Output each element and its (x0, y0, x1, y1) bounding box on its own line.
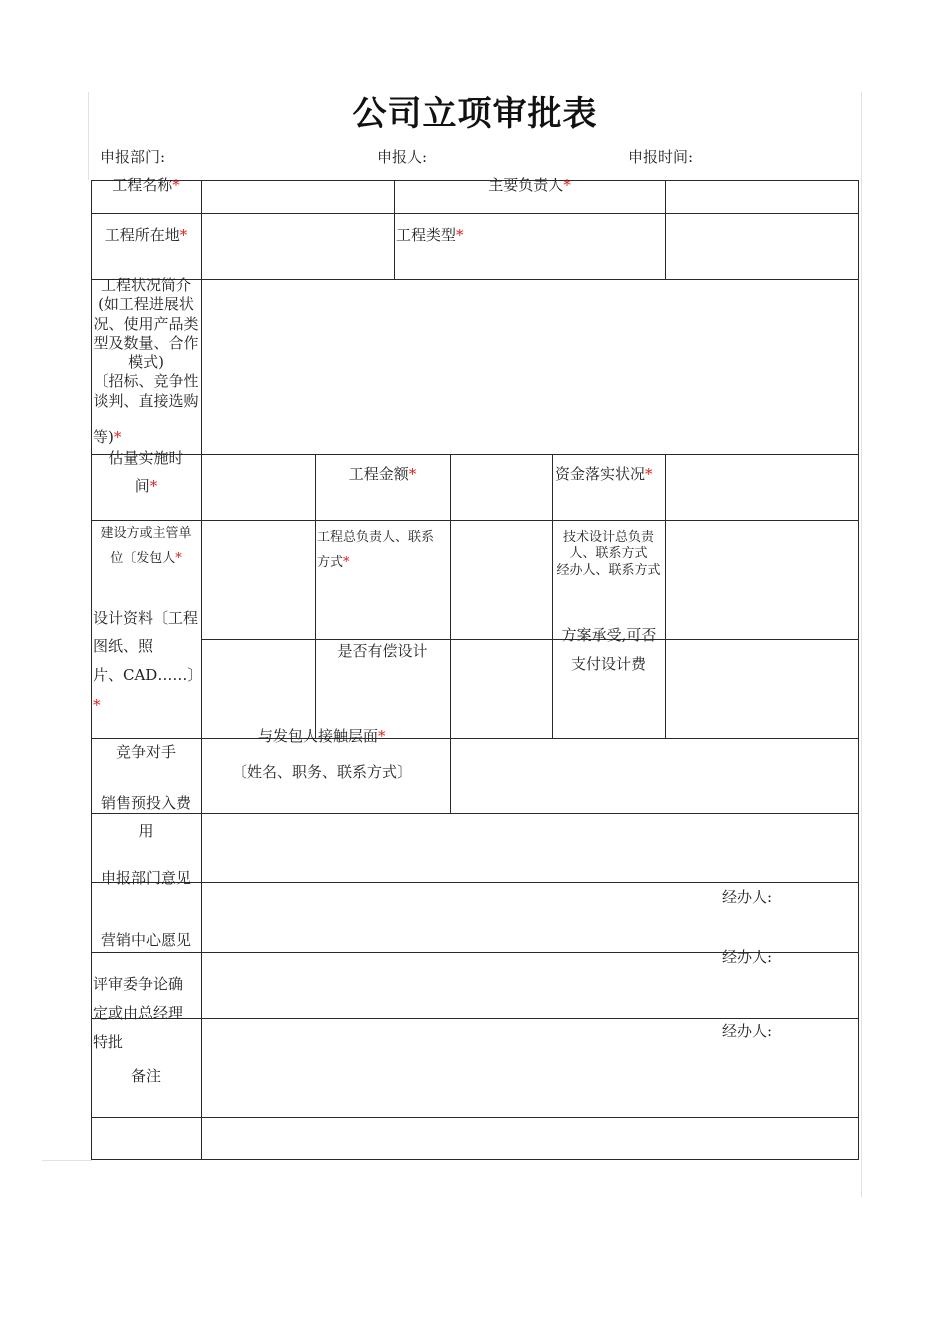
design-docs-label-line: 设计资料〔工程 (93, 609, 199, 627)
contact-level-label: 与发包人接触层面* (258, 727, 386, 745)
grid-line (665, 180, 666, 279)
est-time-label-line: 估量实施时 (108, 449, 184, 467)
intro-label-line: 谈判、直接选购 (93, 392, 199, 410)
required-mark: * (172, 176, 180, 194)
review-label-line: 评审委争论确 (93, 975, 184, 993)
grid-line (91, 454, 859, 455)
sales-budget-label-line: 用 (138, 822, 154, 840)
required-mark: * (179, 226, 188, 244)
grid-line (91, 279, 859, 280)
main-person-label: 主要负责人* (488, 176, 571, 194)
contact-detail-label: 〔姓名、职务、联系方式〕 (232, 763, 413, 781)
grid-line (91, 1159, 859, 1160)
tech-lead-label-line: 人、联系方式 (569, 546, 648, 561)
grid-line (450, 738, 451, 813)
required-mark: * (408, 465, 417, 483)
design-docs-label-line: 片、CAD……〕 (93, 666, 203, 684)
pay-design-fee-label: 支付设计费 (570, 655, 646, 673)
page-edge-right (861, 92, 862, 1197)
marketing-opinion-label: 营销中心愿见 (100, 931, 191, 949)
project-lead-label-line: 工程总负责人、联系 (317, 530, 435, 545)
grid-line (91, 520, 859, 521)
project-amount-label: 工程金额* (348, 465, 417, 483)
competitor-label: 竞争对手 (115, 743, 176, 761)
handler-label: 经办人: (722, 888, 773, 906)
remarks-label: 备注 (130, 1067, 161, 1085)
grid-line (315, 454, 316, 738)
funding-status-label: 资金落实状况* (555, 465, 653, 483)
required-mark: * (456, 226, 464, 244)
dept-opinion-label: 申报部门意见 (100, 869, 191, 887)
handler-contact-label: 经办人、联系方式 (556, 563, 661, 578)
page-edge-bottom (42, 1160, 92, 1161)
review-label-line: 定或由总经理 (93, 1004, 184, 1022)
design-docs-label-line: 图纸、照 (93, 637, 154, 655)
intro-label-line: 况、使用产品类 (93, 315, 199, 333)
intro-label-line: 模式) (128, 353, 164, 371)
grid-line (201, 639, 859, 640)
intro-label-line: 型及数量、合作 (93, 334, 199, 352)
form-title: 公司立项审批表 (352, 94, 598, 134)
grid-line (858, 180, 859, 1160)
required-mark: * (113, 428, 122, 446)
grid-line (91, 813, 859, 814)
date-label: 申报时间: (628, 148, 694, 166)
sales-budget-label-line: 销售预投入费 (100, 794, 191, 812)
required-mark: * (645, 465, 653, 483)
project-location-label: 工程所在地* (104, 226, 188, 244)
grid-line (665, 454, 666, 738)
page-edge-left (88, 92, 89, 180)
plan-accept-label: 方案承受,可否 (561, 626, 657, 644)
required-mark: * (563, 176, 571, 194)
required-mark: * (378, 727, 386, 745)
review-label-line: 特批 (93, 1033, 124, 1051)
intro-label-line: (如工程进展状 (98, 295, 194, 313)
handler-label: 经办人: (722, 1022, 773, 1040)
tech-lead-label-line: 技术设计总负责 (562, 530, 654, 545)
grid-line (91, 738, 859, 739)
grid-line (91, 882, 859, 883)
intro-label-line: 等)* (93, 428, 122, 446)
project-name-label: 工程名称* (112, 176, 180, 194)
required-mark: * (93, 696, 101, 714)
applicant-label: 申报人: (377, 148, 428, 166)
required-mark: * (343, 555, 350, 570)
dept-label: 申报部门: (100, 148, 166, 166)
grid-line (91, 1117, 859, 1118)
grid-line (91, 1018, 859, 1019)
intro-label-line: 〔招标、竞争性 (93, 372, 199, 390)
est-time-label-line: 间* (134, 477, 158, 495)
grid-line (450, 454, 451, 738)
project-type-label: 工程类型* (396, 226, 464, 244)
intro-label-line: 工程状况简介 (100, 276, 191, 294)
owner-label-line: 建设方或主管单 (100, 526, 192, 541)
handler-label: 经办人: (722, 948, 773, 966)
grid-line (91, 213, 859, 214)
required-mark: * (175, 551, 182, 566)
owner-label-line: 位〔发包人* (110, 551, 182, 566)
paid-design-label: 是否有偿设计 (337, 642, 428, 660)
grid-line (552, 454, 553, 738)
design-docs-required (93, 696, 101, 715)
project-lead-label-line: 方式* (317, 555, 350, 570)
required-mark: * (149, 477, 158, 495)
